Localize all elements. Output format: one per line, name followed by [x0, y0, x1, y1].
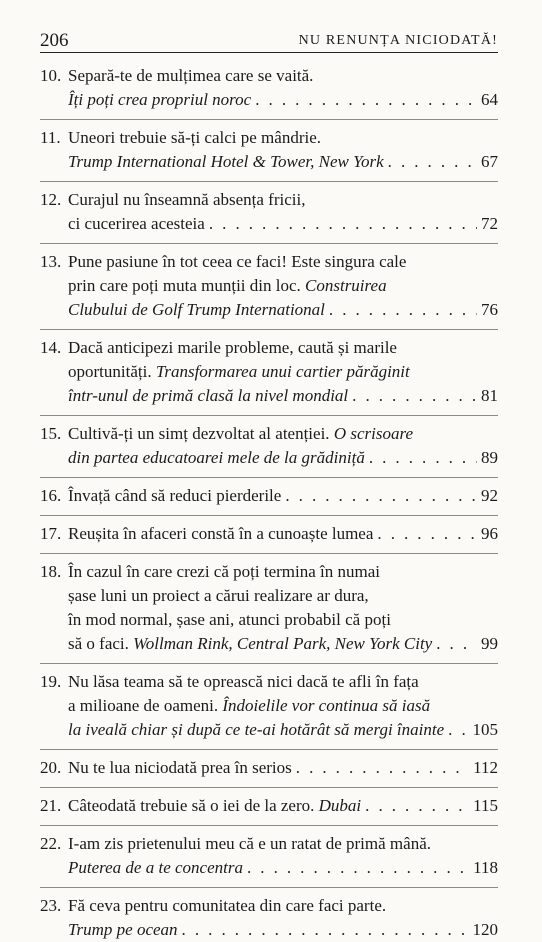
running-title: NU RENUNȚA NICIODATĂ!: [298, 33, 498, 48]
entry-title: I-am zis prietenului meu că e un ratat de primă mână.: [68, 834, 431, 853]
entry-number: 13.: [40, 252, 62, 271]
entry-page: 92: [481, 486, 498, 505]
toc-entry: [40, 663, 498, 742]
entry-title: Câteodată trebuie să o iei de la zero.: [68, 796, 315, 815]
toc-entry: [40, 787, 498, 818]
toc-entry: [40, 825, 498, 880]
dot-leader: [436, 632, 477, 656]
entry-title: Învață când să reduci pierderile: [68, 486, 282, 505]
entry-page: 105: [472, 720, 498, 739]
entry-title: Nu lăsa teama să te oprească nici dacă te afli în fața: [68, 672, 419, 691]
entry-title-cont: să o faci.: [68, 634, 129, 653]
entry-title-cont: prin care poți muta munții din loc.: [68, 276, 301, 295]
entry-subtitle-cont: Clubului de Golf Trump International: [68, 300, 325, 319]
entry-number: 17.: [40, 524, 62, 543]
entry-title-cont: ci cucerirea acesteia: [68, 214, 205, 233]
entry-subtitle: Trump International Hotel & Tower, New York: [68, 152, 384, 171]
entry-number: 10.: [40, 66, 62, 85]
entry-page: 67: [481, 152, 498, 171]
entry-number: 12.: [40, 190, 62, 209]
dot-leader: [448, 718, 468, 742]
toc-entry: [40, 119, 498, 174]
toc-entry: [40, 553, 498, 656]
entry-page: 76: [481, 300, 498, 319]
entry-subtitle: Trump pe ocean: [68, 920, 178, 939]
entry-number: 14.: [40, 338, 62, 357]
toc-entry: [40, 887, 498, 942]
entry-title: Cultivă-ți un simț dezvoltat al atenției.: [68, 424, 330, 443]
entry-title: Reușita în afaceri constă în a cunoaște lumea: [68, 524, 374, 543]
toc-entry: [40, 181, 498, 236]
dot-leader: [388, 150, 477, 174]
entry-title: Dacă anticipezi marile probleme, caută și marile: [68, 338, 397, 357]
entry-number: 18.: [40, 562, 62, 581]
entry-page: 81: [481, 386, 498, 405]
entry-number: 21.: [40, 796, 62, 815]
table-of-contents: [40, 64, 498, 942]
toc-entry: [40, 749, 498, 780]
entry-title-cont: șase luni un proiect a cărui realizare ar dura,: [68, 586, 369, 605]
dot-leader: [255, 88, 477, 112]
entry-page: 115: [473, 796, 498, 815]
entry-number: 19.: [40, 672, 62, 691]
entry-page: 96: [481, 524, 498, 543]
entry-title-cont: a milioane de oameni.: [68, 696, 219, 715]
entry-page: 112: [473, 758, 498, 777]
toc-entry: [40, 329, 498, 408]
entry-page: 120: [472, 920, 498, 939]
entry-page: 72: [481, 214, 498, 233]
entry-title: Nu te lua niciodată prea în serios: [68, 758, 292, 777]
entry-number: 11.: [40, 128, 61, 147]
toc-entry: [40, 515, 498, 546]
entry-page: 89: [481, 448, 498, 467]
dot-leader: [296, 756, 469, 780]
toc-entry: [40, 415, 498, 470]
dot-leader: [365, 794, 469, 818]
entry-title-cont: oportunități.: [68, 362, 152, 381]
entry-title: Curajul nu înseamnă absența fricii,: [68, 190, 306, 209]
toc-entry: [40, 477, 498, 508]
dot-leader: [329, 298, 477, 322]
entry-subtitle: Transformarea unui cartier părăginit: [155, 362, 410, 381]
entry-page: 64: [481, 90, 498, 109]
entry-subtitle: Îți poți crea propriul noroc: [68, 90, 252, 109]
toc-entry: [40, 64, 498, 112]
dot-leader: [377, 522, 477, 546]
dot-leader: [182, 918, 469, 942]
entry-subtitle: Construirea: [305, 276, 387, 295]
entry-subtitle-cont: într-unul de primă clasă la nivel mondial: [68, 386, 349, 405]
dot-leader: [209, 212, 477, 236]
dot-leader: [352, 384, 477, 408]
page-header: [40, 30, 498, 53]
entry-subtitle: Dubai: [318, 796, 362, 815]
entry-page: 99: [481, 634, 498, 653]
entry-title: Uneori trebuie să-ți calci pe mândrie.: [68, 128, 321, 147]
entry-subtitle: Puterea de a te concentra: [68, 858, 243, 877]
toc-entry: [40, 243, 498, 322]
entry-number: 15.: [40, 424, 62, 443]
dot-leader: [247, 856, 469, 880]
entry-title: În cazul în care crezi că poți termina în numai: [68, 562, 380, 581]
entry-title: Fă ceva pentru comunitatea din care faci parte.: [68, 896, 387, 915]
entry-subtitle-cont: din partea educatoarei mele de la grădiniță: [68, 448, 365, 467]
entry-number: 20.: [40, 758, 62, 777]
dot-leader: [369, 446, 477, 470]
entry-title: Pune pasiune în tot ceea ce faci! Este singura cale: [68, 252, 407, 271]
entry-subtitle: O scrisoare: [333, 424, 413, 443]
entry-subtitle: Wollman Rink, Central Park, New York City: [133, 634, 433, 653]
page-number: 206: [40, 30, 69, 51]
dot-leader: [285, 484, 477, 508]
entry-number: 23.: [40, 896, 62, 915]
entry-number: 16.: [40, 486, 62, 505]
entry-title-cont: în mod normal, șase ani, atunci probabil că poți: [68, 610, 391, 629]
entry-page: 118: [473, 858, 498, 877]
entry-subtitle: Îndoielile vor continua să iasă: [222, 696, 431, 715]
entry-title: Separă-te de mulțimea care se vaită.: [68, 66, 314, 85]
entry-number: 22.: [40, 834, 62, 853]
entry-subtitle-cont: la iveală chiar și după ce te-ai hotărât să mergi înainte: [68, 720, 445, 739]
